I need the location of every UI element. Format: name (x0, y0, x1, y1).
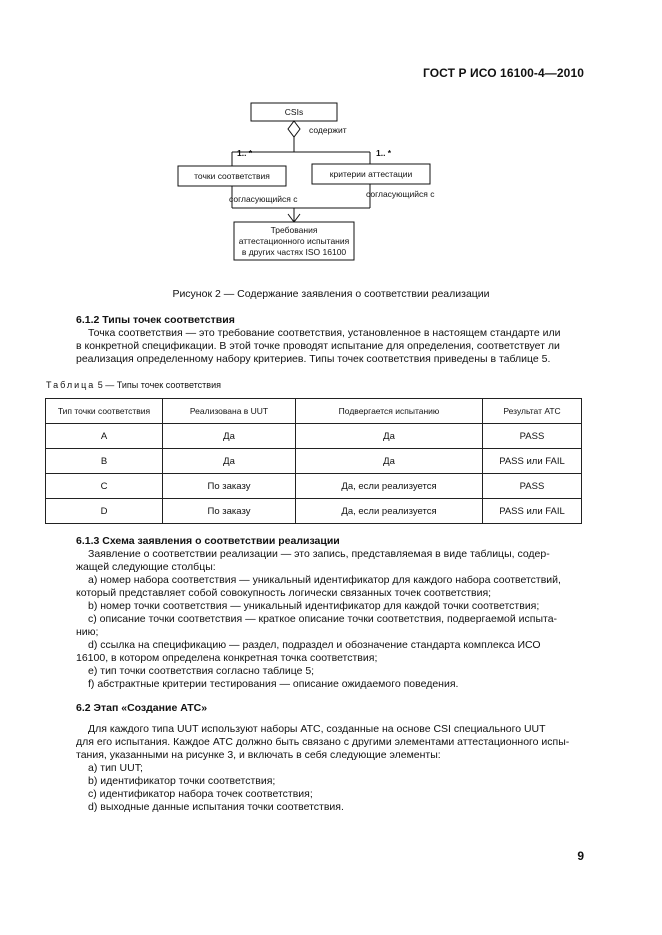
table-cell: B (46, 449, 163, 474)
section-62-line: Для каждого типа UUT используют наборы АТС, созданные на основе CSI специального UUT (88, 723, 546, 735)
table-cell: PASS (483, 474, 582, 499)
table-row (46, 449, 582, 474)
table-title (46, 380, 221, 390)
table-title-label: Таблица (46, 380, 96, 390)
section-62-line: c) идентификатор набора точек соответствия; (88, 788, 313, 800)
csi-box-label: CSIs (284, 107, 304, 117)
conformance-point-types-table (45, 398, 582, 524)
table-cell: Да, если реализуется (296, 474, 483, 499)
points-box-label: точки соответствия (194, 171, 270, 181)
section-613-line: d) ссылка на спецификацию — раздел, подраздел и обозначение стандарта комплекса ИСО (88, 639, 541, 651)
contains-label: содержит (309, 125, 347, 135)
table-cell: Да (296, 449, 483, 474)
table-cell: Да (163, 449, 296, 474)
table-header-cell: Подвергается испытанию (296, 399, 483, 424)
section-613-line: который представляет собой совокупность логически связанных точек соответствия; (76, 587, 492, 599)
table-header-cell: Результат АТС (483, 399, 582, 424)
section-613-line: f) абстрактные критерии тестирования — описание ожидаемого поведения. (88, 678, 459, 690)
agree-left-label: согласующийся с (229, 194, 298, 204)
requirements-box-label-1: Требования (270, 225, 318, 235)
multiplicity-left: 1.. * (237, 148, 253, 158)
figure-caption: Рисунок 2 — Содержание заявления о соответствии реализации (172, 288, 490, 300)
table-cell: По заказу (163, 499, 296, 524)
table-cell: Да (296, 424, 483, 449)
table-row (46, 424, 582, 449)
section-612-line: реализация определенному набору критериев. Типы точек соответствия приведены в таблице 5. (76, 353, 551, 365)
table-cell: PASS (483, 424, 582, 449)
table-cell: PASS или FAIL (483, 499, 582, 524)
table-row (46, 499, 582, 524)
requirements-box-label-2: аттестационного испытания (238, 236, 350, 246)
table-row (46, 474, 582, 499)
requirements-box-label-3: в других частях ISO 16100 (241, 247, 347, 257)
table-cell: По заказу (163, 474, 296, 499)
table-header-cell: Реализована в UUT (163, 399, 296, 424)
section-613-line: e) тип точки соответствия согласно таблице 5; (88, 665, 315, 677)
section-613-line: Заявление о соответствии реализации — это запись, представляемая в виде таблицы, содер- (88, 548, 550, 560)
table-cell: D (46, 499, 163, 524)
table-cell: Да, если реализуется (296, 499, 483, 524)
page-number: 9 (577, 849, 584, 863)
figure-diagram (0, 0, 662, 300)
section-613-line: b) номер точки соответствия — уникальный идентификатор для каждой точки соответствия; (88, 600, 540, 612)
section-612-line: в конкретной спецификации. В этой точке проводят испытание для определения, соответствует ли (76, 340, 560, 352)
table-cell: PASS или FAIL (483, 449, 582, 474)
criteria-box-label: критерии аттестации (329, 169, 413, 179)
section-613-body (76, 548, 584, 691)
section-613-line: жащей следующие столбцы: (76, 561, 216, 573)
section-62-heading: 6.2 Этап «Создание АТС» (76, 702, 208, 714)
section-62-line: тания, указанными на рисунке 3, и включать в себя следующие элементы: (76, 749, 441, 761)
section-613-line: 16100, в котором определена конкретная точка соответствия; (76, 652, 378, 664)
section-613-line: c) описание точки соответствия — краткое описание точки соответствия, подвергаемой испыта- (88, 613, 558, 625)
agree-right-label: согласующийся с (366, 189, 435, 199)
table-header-cell: Тип точки соответствия (46, 399, 163, 424)
section-613-heading: 6.1.3 Схема заявления о соответствии реализации (76, 535, 340, 547)
document-code-header: ГОСТ Р ИСО 16100-4—2010 (422, 66, 584, 80)
section-612-body (76, 327, 584, 366)
table-cell: Да (163, 424, 296, 449)
contains-diamond-icon (288, 121, 300, 137)
table-cell: A (46, 424, 163, 449)
section-62-line: d) выходные данные испытания точки соответствия. (88, 801, 344, 813)
multiplicity-right: 1.. * (376, 148, 392, 158)
section-613-line: a) номер набора соответствия — уникальный идентификатор для каждого набора соответствий, (88, 574, 561, 586)
section-62-line: b) идентификатор точки соответствия; (88, 775, 276, 787)
table-header-row (46, 399, 582, 424)
section-62-line: a) тип UUT; (88, 762, 143, 774)
section-613-line: нию; (76, 626, 99, 638)
section-612-line: Точка соответствия — это требование соответствия, установленное в настоящем стандарте или (88, 327, 561, 339)
table-cell: C (46, 474, 163, 499)
table-title-text: 5 — Типы точек соответствия (95, 380, 221, 390)
section-62-body (76, 723, 584, 814)
section-62-line: для его испытания. Каждое АТС должно быть связано с другими элементами аттестационного испы- (76, 736, 570, 748)
section-612-heading: 6.1.2 Типы точек соответствия (76, 314, 235, 326)
